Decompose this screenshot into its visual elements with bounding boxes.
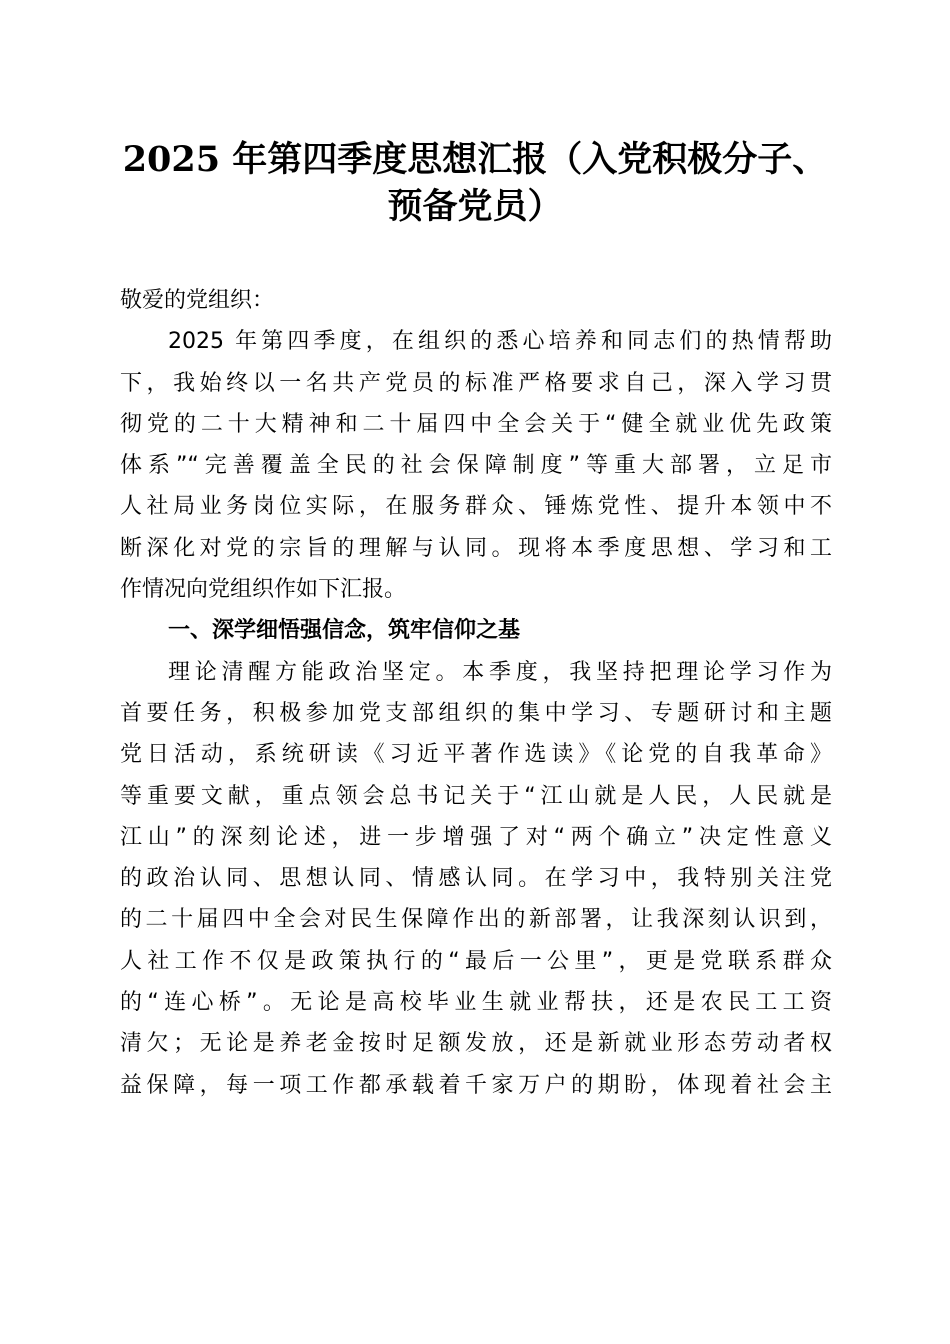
paragraph-line: 下，我始终以一名共产党员的标准严格要求自己，深入学习贯	[120, 370, 832, 396]
paragraph-line: 的“连心桥”。无论是高校毕业生就业帮扶，还是农民工工资	[120, 990, 832, 1016]
paragraph-section-1	[120, 652, 832, 1106]
paragraph-line: 2025 年第四季度，在组织的悉心培养和同志们的热情帮助	[168, 329, 832, 355]
paragraph-line: 理论清醒方能政治坚定。本季度，我坚持把理论学习作为	[168, 659, 832, 685]
section-heading-1: 一、深学细悟强信念，筑牢信仰之基	[168, 618, 521, 644]
document-title-line-2: 预备党员）	[387, 186, 563, 227]
paragraph-line: 的二十届四中全会对民生保障作出的新部署，让我深刻认识到，	[120, 907, 832, 933]
paragraph-intro	[120, 321, 832, 610]
paragraph-line: 彻党的二十大精神和二十届四中全会关于“健全就业优先政策	[120, 411, 832, 437]
paragraph-line: 人社局业务岗位实际，在服务群众、锤炼党性、提升本领中不	[120, 494, 832, 520]
paragraph-line: 作情况向党组织作如下汇报。	[120, 577, 407, 603]
paragraph-line: 江山”的深刻论述，进一步增强了对“两个确立”决定性意义	[120, 824, 832, 850]
salutation: 敬爱的党组织：	[120, 288, 275, 313]
document-title-line-1: 2025 年第四季度思想汇报（入党积极分子、	[122, 139, 828, 180]
paragraph-line: 益保障，每一项工作都承载着千家万户的期盼，体现着社会主	[120, 1072, 832, 1098]
paragraph-line: 党日活动，系统研读《习近平著作选读》《论党的自我革命》	[120, 742, 832, 768]
paragraph-line: 的政治认同、思想认同、情感认同。在学习中，我特别关注党	[120, 866, 832, 892]
paragraph-line: 人社工作不仅是政策执行的“最后一公里”，更是党联系群众	[120, 948, 832, 974]
paragraph-line: 等重要文献，重点领会总书记关于“江山就是人民，人民就是	[120, 783, 832, 809]
paragraph-line: 体系”“完善覆盖全民的社会保障制度”等重大部署，立足市	[120, 453, 832, 479]
document-body	[120, 280, 832, 1106]
paragraph-line: 断深化对党的宗旨的理解与认同。现将本季度思想、学习和工	[120, 535, 832, 561]
paragraph-line: 首要任务，积极参加党支部组织的集中学习、专题研讨和主题	[120, 700, 832, 726]
paragraph-line: 清欠；无论是养老金按时足额发放，还是新就业形态劳动者权	[120, 1031, 832, 1057]
